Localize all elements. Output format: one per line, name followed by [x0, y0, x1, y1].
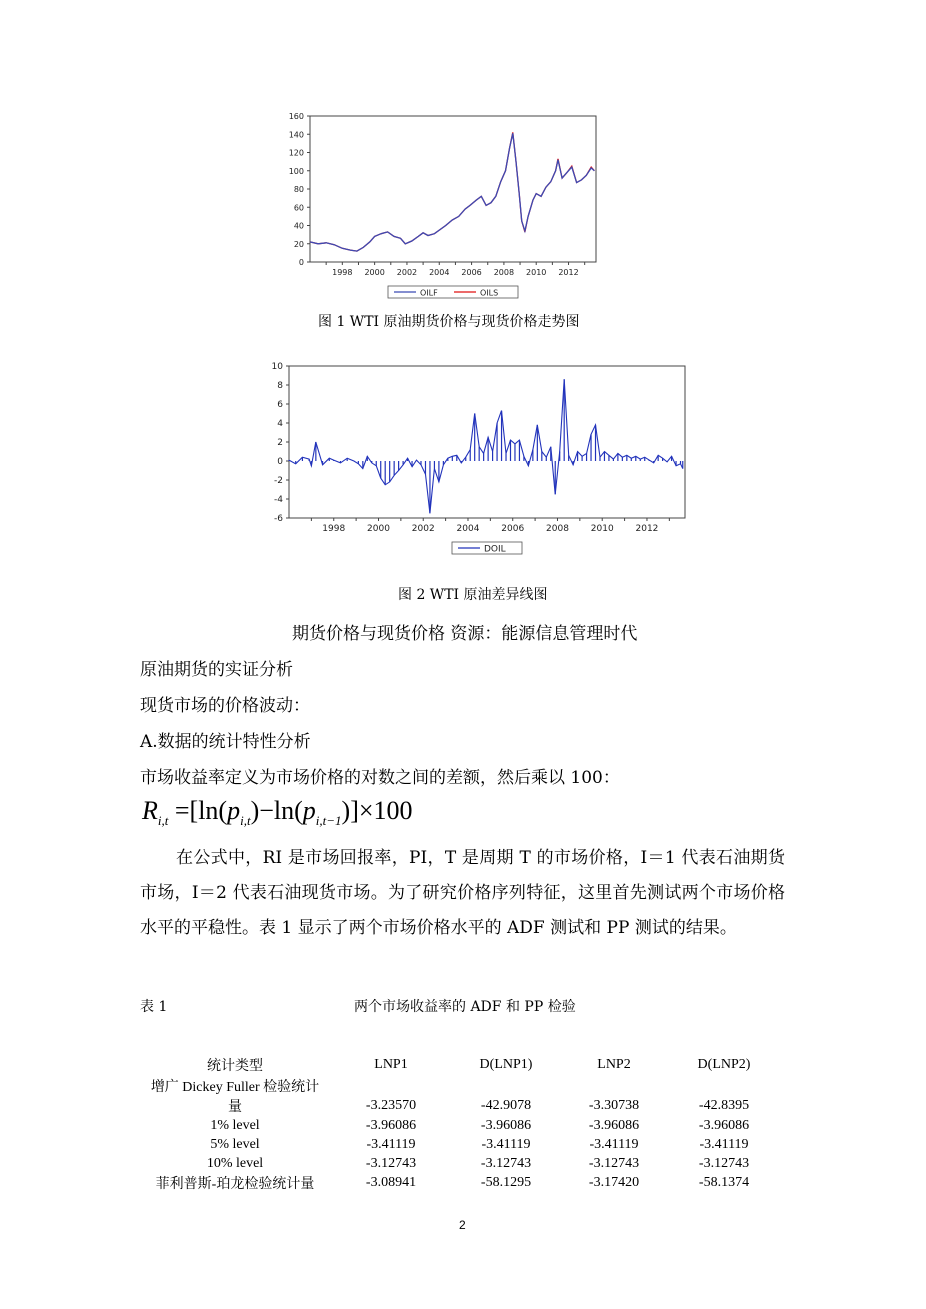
y-tick-label: 20: [293, 239, 304, 249]
y-tick-label: 10: [271, 362, 283, 372]
source-line: 期货价格与现货价格 资源：能源信息管理时代: [292, 624, 638, 644]
formula-r-sub: i,t: [157, 813, 169, 829]
table-cell: -3.96086: [588, 1117, 640, 1133]
table-row: [135, 1154, 785, 1173]
table-cell: -3.23570: [365, 1098, 417, 1113]
row-label: 10% level: [206, 1155, 264, 1171]
row-label: 1% level: [210, 1117, 260, 1133]
return-formula: [142, 796, 413, 829]
table-cell: -3.96086: [480, 1117, 532, 1133]
table-title: 两个市场收益率的 ADF 和 PP 检验: [354, 999, 576, 1015]
y-tick-label: 0: [277, 457, 283, 467]
formula-p2-sub: i,t−1: [315, 813, 342, 829]
section-heading: 原油期货的实证分析: [140, 660, 293, 680]
header-lnp2: LNP2: [597, 1057, 631, 1072]
y-tick-label: 80: [293, 185, 304, 194]
table-cell: -3.12743: [588, 1155, 640, 1171]
table-cell: -3.08941: [365, 1175, 417, 1190]
table-cell: -3.96086: [698, 1117, 750, 1133]
table-row: [135, 1076, 785, 1096]
x-tick-label: 2004: [429, 268, 450, 277]
y-tick-label: -4: [274, 495, 283, 505]
y-tick-label: 160: [288, 112, 304, 121]
figure-2-caption: 图 2 WTI 原油差异线图: [398, 587, 548, 603]
table-cell: -3.12743: [365, 1155, 417, 1171]
table-cell: -58.1374: [698, 1175, 750, 1190]
x-tick-label: 2008: [493, 268, 515, 277]
table-cell: -3.30738: [588, 1098, 640, 1113]
table-cell: -58.1295: [480, 1175, 532, 1190]
formula-p1-sub: i,t: [240, 813, 251, 829]
table-cell: -3.41119: [699, 1136, 749, 1152]
table-cell: -3.17420: [588, 1175, 640, 1190]
x-tick-label: 2008: [546, 524, 569, 534]
legend-label: OILS: [480, 288, 499, 298]
figure-2-chart: [255, 360, 690, 556]
table-row: [135, 1173, 785, 1193]
x-tick-label: 2002: [396, 268, 418, 277]
formula-p2: p: [302, 796, 316, 825]
x-tick-label: 2000: [367, 524, 390, 534]
y-tick-label: 40: [293, 221, 304, 231]
table-header-row: [135, 1054, 785, 1076]
table-cell: -3.96086: [365, 1117, 417, 1133]
subsection-heading: 现货市场的价格波动：: [140, 696, 310, 716]
x-tick-label: 1998: [322, 524, 346, 534]
y-tick-label: 8: [277, 381, 283, 391]
y-tick-label: 120: [288, 148, 304, 158]
x-tick-label: 2006: [501, 524, 525, 534]
x-tick-label: 2012: [635, 524, 659, 534]
chart1-plot-frame: [310, 116, 596, 262]
header-lnp1: LNP1: [374, 1057, 408, 1072]
subsubsection-heading: A.数据的统计特性分析: [140, 732, 311, 752]
legend-label: DOIL: [484, 544, 506, 555]
x-tick-label: 2002: [411, 524, 435, 534]
y-tick-label: 2: [277, 438, 283, 448]
formula-mid: )−ln(: [250, 796, 303, 825]
x-tick-label: 2012: [558, 268, 579, 277]
y-tick-label: 100: [288, 166, 304, 176]
y-tick-label: 6: [277, 400, 283, 410]
adf-pp-table: [135, 1054, 785, 1193]
formula-close: )]×100: [341, 796, 413, 825]
adf-label-line1: 增广 Dickey Fuller 检验统计: [150, 1080, 320, 1095]
x-tick-label: 2010: [526, 268, 547, 277]
x-tick-label: 2000: [364, 268, 385, 277]
figure-1-caption: 图 1 WTI 原油期货价格与现货价格走势图: [318, 314, 580, 330]
y-tick-label: 0: [298, 258, 304, 267]
figure-1-chart: [270, 106, 610, 302]
y-tick-label: 60: [293, 203, 304, 213]
body-paragraph: 在公式中，RI 是市场回报率，PI，T 是周期 T 的市场价格，I＝1 代表石油期货市场，I＝2 代表石油现货市场。为了研究价格序列特征，这里首先测试两个市场价格水平的平稳性。表 1 显示了两个市场价格水平的 ADF 测试和 PP 测试的结果。: [140, 848, 785, 938]
y-tick-label: -2: [274, 476, 283, 486]
table-cell: -42.8395: [698, 1098, 750, 1113]
x-tick-label: 2010: [590, 524, 614, 534]
formula-open: [ln(: [189, 796, 228, 825]
table-cell: -3.41119: [366, 1136, 416, 1152]
table-row: [135, 1096, 785, 1116]
x-tick-label: 2004: [456, 524, 480, 534]
header-dlnp1: D(LNP1): [479, 1057, 533, 1072]
table-cell: -3.41119: [589, 1136, 639, 1152]
table-cell: -3.12743: [480, 1155, 532, 1171]
legend-label: OILF: [420, 288, 438, 298]
definition-text: 市场收益率定义为市场价格的对数之间的差额，然后乘以 100：: [140, 768, 620, 788]
y-tick-label: 140: [288, 130, 304, 140]
row-label: 5% level: [210, 1136, 260, 1152]
formula-r: R: [142, 796, 158, 825]
adf-label-line2: 量: [228, 1100, 242, 1115]
x-tick-label: 1998: [332, 268, 353, 277]
row-label: 菲利普斯-珀龙检验统计量: [155, 1177, 315, 1192]
formula-eq: =: [174, 796, 190, 825]
formula-p1: p: [227, 796, 241, 825]
table-row: [135, 1135, 785, 1154]
table-cell: -42.9078: [480, 1098, 532, 1113]
table-cell: -3.41119: [481, 1136, 531, 1152]
header-dlnp2: D(LNP2): [697, 1057, 751, 1072]
y-tick-label: -6: [274, 514, 283, 524]
y-tick-label: 4: [277, 419, 283, 429]
page-number: 2: [459, 1218, 466, 1232]
table-cell: -3.12743: [698, 1155, 750, 1171]
table-row: [135, 1116, 785, 1135]
x-tick-label: 2006: [461, 268, 482, 277]
header-stat-type: 统计类型: [207, 1059, 263, 1074]
table-label: 表 1: [140, 999, 168, 1015]
